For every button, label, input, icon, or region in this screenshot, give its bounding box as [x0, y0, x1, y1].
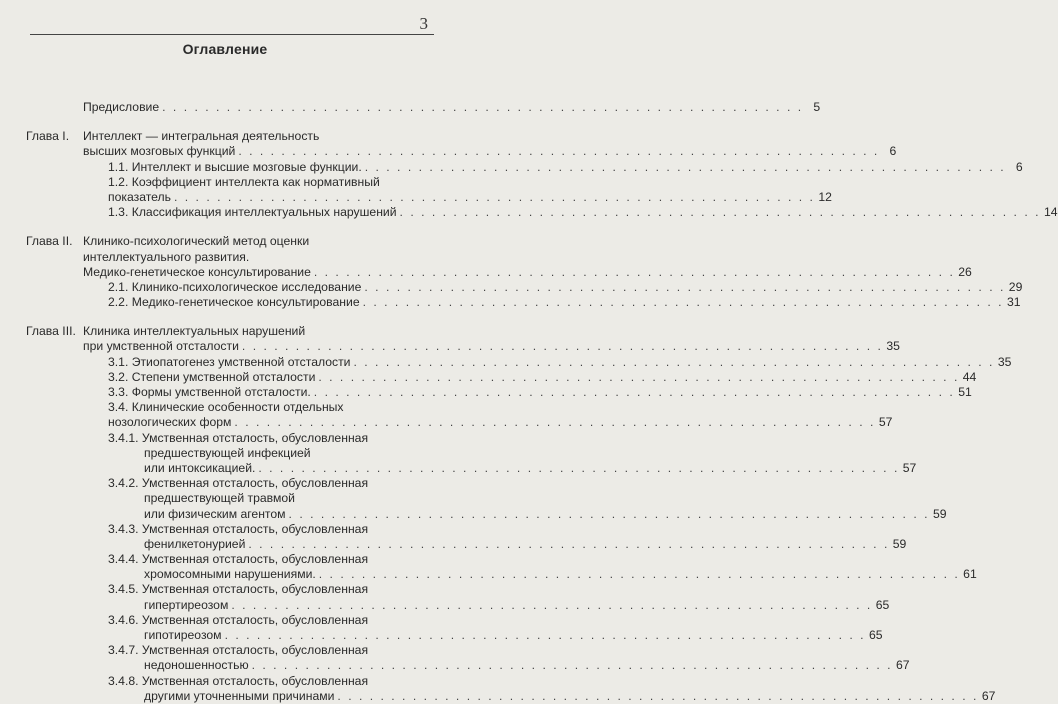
toc-entry-text: или интоксикацией.	[144, 460, 256, 475]
toc-entry-text: гипотиреозом	[144, 628, 222, 642]
toc-gap	[26, 115, 436, 129]
toc-entry[interactable]	[26, 688, 996, 704]
toc-entry-text: Клинико-психологический метод оценки	[83, 234, 310, 249]
toc-entry-text: 2.2. Медико-генетическое консультирование	[108, 295, 360, 310]
toc-entry[interactable]	[26, 597, 890, 613]
dot-leader: . . . . . . . . . . . . . . . . . . . . . . . . . . . . . . . . . . . . . . . . . . . . . . . . . . . . . . . . . . . .	[251, 658, 893, 673]
toc-page-number: 6	[1015, 159, 1023, 174]
toc-entry-text: 2.1. Клинико-психологическое исследование	[108, 279, 362, 294]
toc-entry[interactable]	[26, 674, 436, 689]
toc-entry[interactable]	[26, 369, 977, 385]
dot-leader: . . . . . . . . . . . . . . . . . . . . . . . . . . . . . . . . . . . . . . . . . . . . . . . . . . . . . . . . . . . .	[364, 159, 1006, 174]
toc-entry-text: 3.3. Формы умственной отсталости.	[108, 385, 311, 399]
toc-entry[interactable]	[26, 189, 832, 205]
toc-entry[interactable]	[26, 324, 436, 339]
toc-entry[interactable]	[26, 279, 1023, 295]
toc-entry-text: при умственной отсталости	[83, 339, 239, 354]
dot-leader: . . . . . . . . . . . . . . . . . . . . . . . . . . . . . . . . . . . . . . . . . . . . . . . . . . . . . . . . . . . .	[238, 144, 880, 159]
toc-entry[interactable]	[26, 628, 883, 643]
toc-entry-text: Интеллект — интегральная деятельность	[83, 129, 320, 144]
toc-page-number: 12	[818, 189, 832, 204]
dot-leader: . . . . . . . . . . . . . . . . . . . . . . . . . . . . . . . . . . . . . . . . . . . . . . . . . . . . . . . . . . . .	[288, 506, 930, 521]
dot-leader: . . . . . . . . . . . . . . . . . . . . . . . . . . . . . . . . . . . . . . . . . . . . . . . . . . . . . . . . . . . .	[241, 339, 883, 354]
toc-entry-text: 3.4.6. Умственная отсталость, обусловленная	[108, 612, 369, 627]
toc-entry[interactable]	[26, 354, 1012, 370]
header-rule	[30, 34, 434, 35]
toc-gap	[26, 310, 436, 324]
toc-entry-text: 3.4.7. Умственная отсталость, обусловленная	[108, 643, 369, 658]
toc-entry[interactable]	[26, 552, 436, 567]
toc-entry[interactable]	[26, 491, 436, 506]
toc-entry-text: хромосомными нарушениями.	[144, 567, 316, 582]
toc-entry[interactable]	[26, 522, 436, 537]
toc-page-number: 59	[892, 536, 907, 551]
dot-leader: . . . . . . . . . . . . . . . . . . . . . . . . . . . . . . . . . . . . . . . . . . . . . . . . . . . . . . . . . . . .	[364, 279, 1006, 294]
toc-entry[interactable]	[26, 582, 436, 597]
page-title: Оглавление	[182, 41, 268, 57]
toc-entry[interactable]	[26, 205, 1058, 220]
toc-entry-text: гипертиреозом	[144, 597, 229, 612]
toc-entry[interactable]	[26, 385, 972, 400]
toc-page-number: 35	[997, 354, 1012, 369]
toc-entry-text: 1.3. Классификация интеллектуальных нарушений	[108, 205, 397, 220]
toc-entry[interactable]	[26, 567, 977, 582]
toc-page-number: 14	[1043, 205, 1058, 220]
toc-page-number: 29	[1008, 279, 1023, 294]
dot-leader: . . . . . . . . . . . . . . . . . . . . . . . . . . . . . . . . . . . . . . . . . . . . . . . . . . . . . . . . . . . .	[258, 460, 900, 475]
toc-entry[interactable]	[26, 129, 436, 144]
toc-entry[interactable]	[26, 250, 436, 265]
toc-entry-text: недоношенностью	[144, 658, 249, 673]
toc-entry[interactable]	[26, 460, 917, 476]
toc-page-number: 59	[932, 506, 947, 521]
toc-entry-text: нозологических форм	[108, 415, 232, 430]
toc-entry-text: 3.1. Этиопатогенез умственной отсталости	[108, 354, 351, 369]
toc-entry[interactable]	[26, 144, 897, 159]
toc-page-number: 65	[868, 628, 883, 642]
toc-entry-text: предшествующей травмой	[144, 491, 295, 506]
toc-entry-text: 3.4.8. Умственная отсталость, обусловленная	[108, 673, 369, 688]
toc-entry[interactable]	[26, 446, 436, 461]
toc-entry-text: 3.2. Степени умственной отсталости	[108, 369, 316, 384]
toc-page-number: 6	[889, 144, 897, 159]
toc-entry-text: 3.4.3. Умственная отсталость, обусловленная	[108, 521, 369, 536]
dot-leader: . . . . . . . . . . . . . . . . . . . . . . . . . . . . . . . . . . . . . . . . . . . . . . . . . . . . . . . . . . . .	[318, 567, 960, 582]
chapter-label: Глава III.	[26, 324, 76, 339]
toc-entry[interactable]	[26, 400, 436, 415]
toc-page-number: 35	[886, 339, 900, 354]
toc-entry[interactable]	[26, 295, 1021, 310]
toc-entry[interactable]	[26, 658, 910, 673]
toc-page-number: 57	[878, 415, 893, 430]
toc-page-number: 57	[902, 460, 917, 475]
toc-entry[interactable]	[26, 613, 436, 628]
toc-entry-text: высших мозговых функций	[83, 144, 236, 159]
toc-entry[interactable]	[26, 643, 436, 658]
toc-entry[interactable]	[26, 264, 972, 280]
toc-entry-text: 3.4.1. Умственная отсталость, обусловленная	[108, 430, 369, 445]
toc-page-number: 65	[875, 597, 890, 612]
dot-leader: . . . . . . . . . . . . . . . . . . . . . . . . . . . . . . . . . . . . . . . . . . . . . . . . . . . . . . . . . . . .	[234, 415, 876, 430]
toc-entry[interactable]	[26, 431, 436, 446]
toc-page-number: 44	[962, 369, 977, 384]
table-of-contents	[26, 100, 1058, 704]
toc-entry-text: показатель	[108, 189, 171, 204]
dot-leader: . . . . . . . . . . . . . . . . . . . . . . . . . . . . . . . . . . . . . . . . . . . . . . . . . . . . . . . . . . . .	[248, 536, 890, 551]
toc-entry-text: Медико-генетическое консультирование	[83, 264, 311, 279]
dot-leader: . . . . . . . . . . . . . . . . . . . . . . . . . . . . . . . . . . . . . . . . . . . . . . . . . . . . . . . . . . . .	[399, 205, 1041, 220]
toc-page-number: 67	[896, 658, 910, 673]
dot-leader: . . . . . . . . . . . . . . . . . . . . . . . . . . . . . . . . . . . . . . . . . . . . . . . . . . . . . . . . . . . .	[313, 385, 955, 399]
dot-leader: . . . . . . . . . . . . . . . . . . . . . . . . . . . . . . . . . . . . . . . . . . . . . . . . . . . . . . . . . . . .	[174, 189, 815, 204]
dot-leader: . . . . . . . . . . . . . . . . . . . . . . . . . . . . . . . . . . . . . . . . . . . . . . . . . . . . . . . . . . . .	[224, 628, 866, 642]
toc-entry-text: 3.4.2. Умственная отсталость, обусловленная	[108, 476, 369, 491]
dot-leader: . . . . . . . . . . . . . . . . . . . . . . . . . . . . . . . . . . . . . . . . . . . . . . . . . . . . . . . . . . . .	[337, 688, 979, 703]
toc-entry[interactable]	[26, 339, 900, 354]
dot-leader: . . . . . . . . . . . . . . . . . . . . . . . . . . . . . . . . . . . . . . . . . . . . . . . . . . . . . . . . . . . .	[313, 264, 955, 279]
toc-entry[interactable]	[26, 175, 436, 190]
toc-entry-text: Предисловие	[83, 100, 160, 114]
toc-entry-text: 3.4.4. Умственная отсталость, обусловленная	[108, 552, 369, 567]
toc-entry[interactable]	[26, 536, 907, 552]
toc-entry-text: 3.4. Клинические особенности отдельных	[108, 400, 344, 415]
toc-entry-text: 1.2. Коэффициент интеллекта как нормативный	[108, 174, 380, 189]
dot-leader: . . . . . . . . . . . . . . . . . . . . . . . . . . . . . . . . . . . . . . . . . . . . . . . . . . . . . . . . . . . .	[231, 597, 873, 612]
toc-entry[interactable]	[26, 234, 436, 249]
toc-page-number: 26	[958, 264, 972, 279]
dot-leader: . . . . . . . . . . . . . . . . . . . . . . . . . . . . . . . . . . . . . . . . . . . . . . . . . . . . . . . . . . . .	[318, 369, 960, 384]
toc-entry[interactable]	[26, 415, 893, 430]
toc-gap	[26, 220, 436, 234]
chapter-label: Глава II.	[26, 234, 73, 249]
toc-entry[interactable]	[26, 100, 821, 115]
dot-leader: . . . . . . . . . . . . . . . . . . . . . . . . . . . . . . . . . . . . . . . . . . . . . . . . . . . . . . . . . . . .	[162, 100, 804, 114]
toc-entry[interactable]	[26, 159, 1023, 175]
toc-entry-text: 1.1. Интеллект и высшие мозговые функции.	[108, 159, 362, 174]
chapter-label: Глава I.	[26, 129, 70, 144]
dot-leader: . . . . . . . . . . . . . . . . . . . . . . . . . . . . . . . . . . . . . . . . . . . . . . . . . . . . . . . . . . . .	[362, 295, 1004, 310]
toc-entry[interactable]	[26, 506, 947, 522]
toc-page-number: 5	[813, 100, 821, 114]
dot-leader: . . . . . . . . . . . . . . . . . . . . . . . . . . . . . . . . . . . . . . . . . . . . . . . . . . . . . . . . . . . .	[353, 354, 995, 369]
toc-entry-text: другими уточненными причинами	[144, 688, 335, 703]
toc-entry-text: предшествующей инфекцией	[144, 445, 311, 460]
page-number: 3	[419, 14, 428, 33]
toc-entry-text: интеллектуального развития.	[83, 249, 250, 264]
toc-page-number: 51	[958, 385, 972, 399]
toc-page-number: 67	[981, 688, 996, 703]
toc-page-number: 31	[1007, 295, 1021, 310]
toc-entry-text: 3.4.5. Умственная отсталость, обусловленная	[108, 582, 369, 597]
toc-page-number: 61	[963, 567, 977, 582]
toc-entry-text: Клиника интеллектуальных нарушений	[83, 324, 306, 339]
toc-entry-text: или физическим агентом	[144, 506, 286, 521]
toc-entry[interactable]	[26, 476, 436, 491]
toc-entry-text: фенилкетонурией	[144, 536, 246, 551]
